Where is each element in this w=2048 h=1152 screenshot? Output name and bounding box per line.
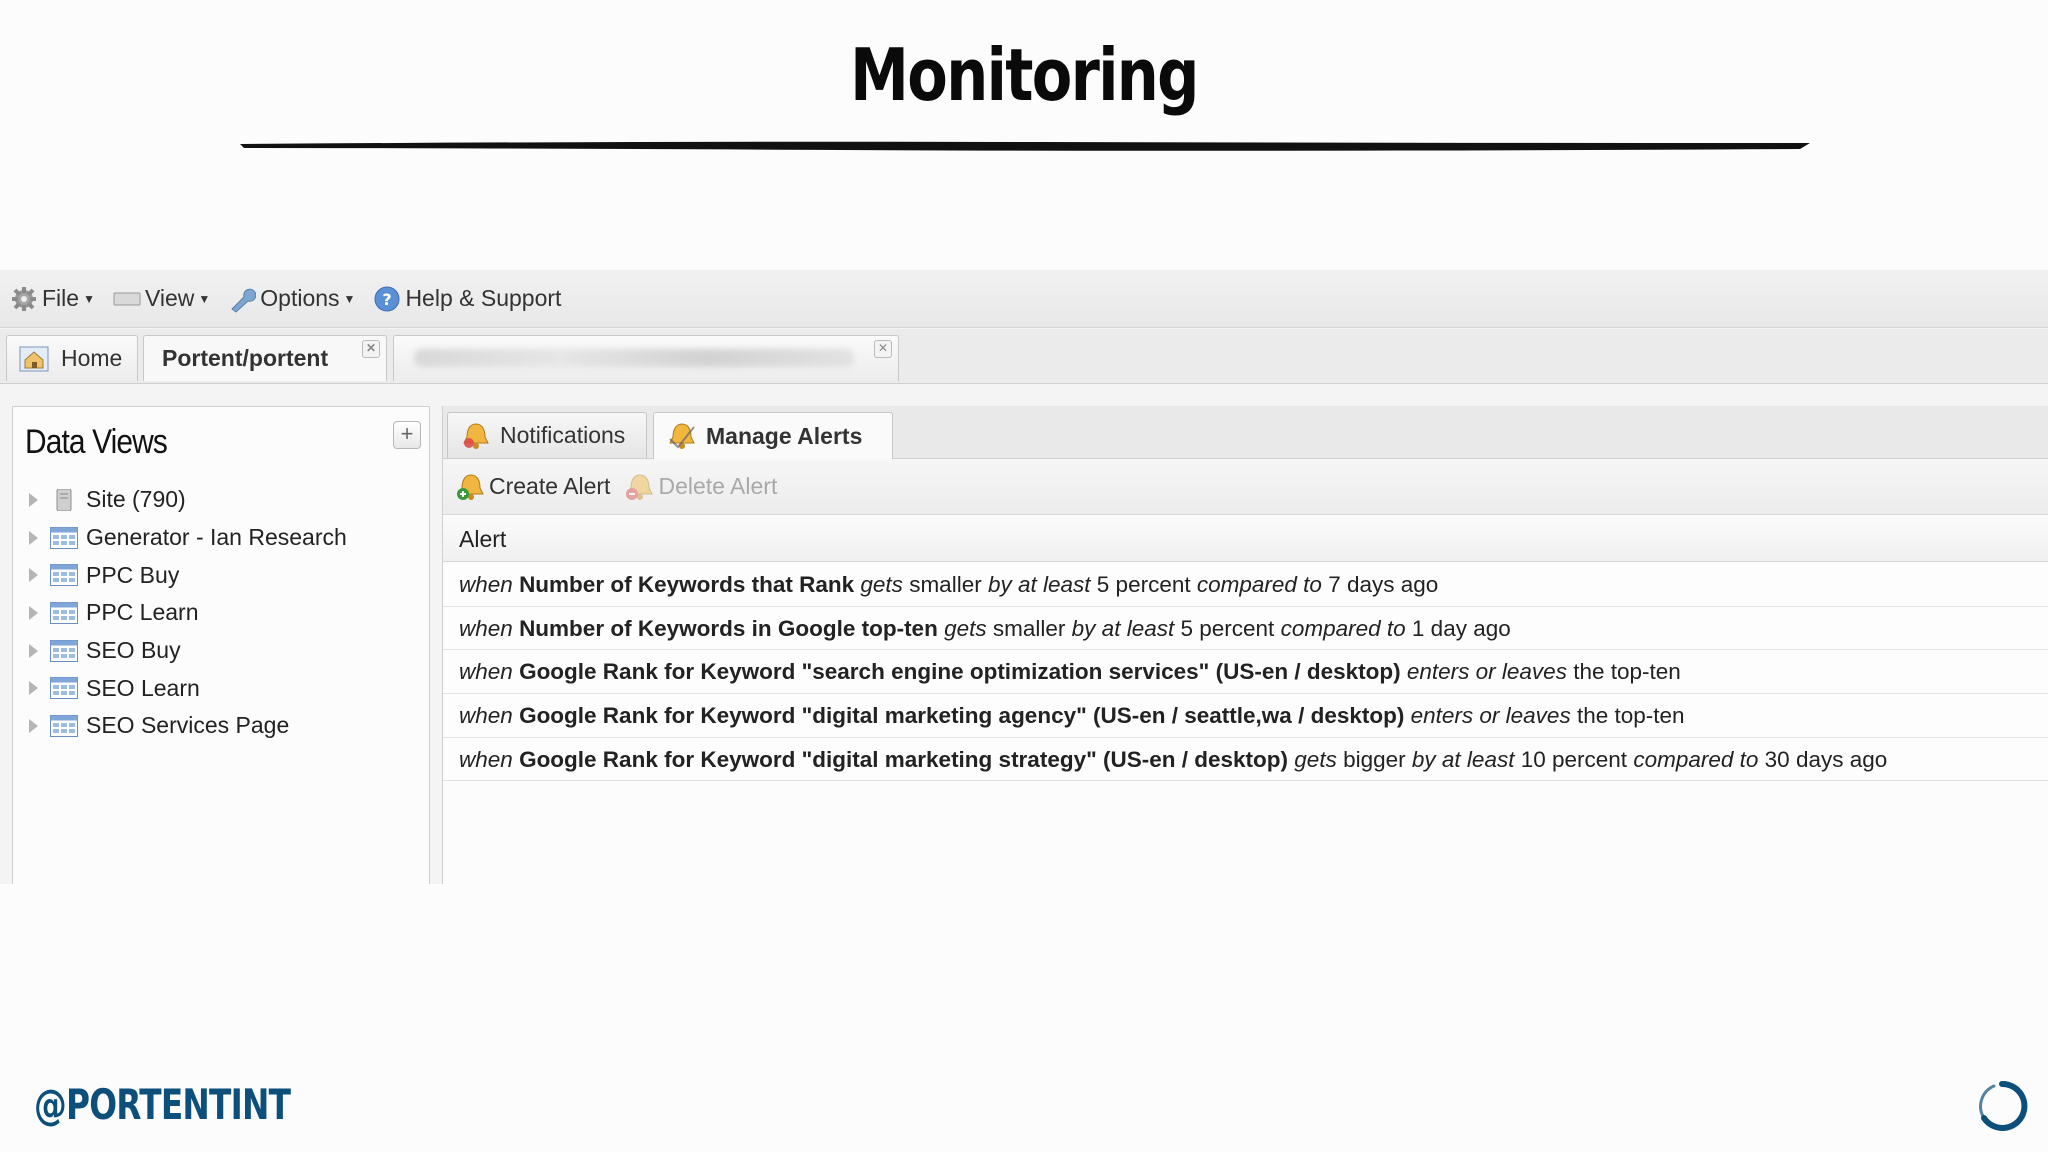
delete-alert-label: Delete Alert — [658, 473, 778, 499]
alert-change: smaller — [992, 615, 1066, 641]
chevron-down-icon: ▼ — [343, 291, 356, 306]
grid-icon — [50, 527, 78, 549]
alerts-panel — [442, 406, 2048, 884]
grid-icon — [50, 677, 78, 699]
alert-period: 7 days ago — [1328, 572, 1439, 597]
bell-add-icon — [455, 472, 487, 502]
alert-change: smaller — [909, 572, 982, 597]
tab-manage-alerts-label: Manage Alerts — [706, 423, 863, 449]
tree-item-label: SEO Buy — [86, 637, 181, 664]
tree-item-seo-services[interactable] — [27, 707, 347, 745]
wrench-icon — [228, 285, 256, 313]
tab-bar — [0, 329, 2048, 384]
alert-period: 30 days ago — [1764, 746, 1888, 772]
menu-help[interactable] — [373, 285, 561, 313]
alert-keyword: compared to — [1633, 746, 1759, 772]
tab-manage-alerts[interactable] — [653, 412, 893, 460]
alert-keyword: compared to — [1196, 572, 1322, 597]
chevron-down-icon: ▼ — [83, 291, 95, 306]
alert-keyword: when — [459, 572, 513, 597]
table-row[interactable] — [443, 563, 2048, 607]
close-icon[interactable]: ✕ — [874, 340, 892, 358]
chevron-down-icon: ▼ — [198, 291, 211, 306]
alert-column-header[interactable]: Alert — [443, 516, 2048, 562]
home-icon — [19, 346, 49, 372]
tab-home[interactable] — [6, 335, 138, 381]
alert-keyword: by at least — [1071, 615, 1175, 641]
alert-keyword: when — [459, 703, 513, 729]
alert-change: bigger — [1343, 746, 1406, 772]
menu-options[interactable] — [228, 285, 355, 313]
server-icon — [50, 489, 78, 511]
alert-keyword: gets — [944, 615, 987, 641]
add-data-view-button[interactable]: + — [393, 421, 421, 449]
tree-item-ppc-buy[interactable] — [27, 556, 347, 594]
alert-change: the top-ten — [1573, 659, 1681, 685]
expand-arrow-icon[interactable] — [29, 681, 38, 695]
table-row[interactable] — [443, 650, 2048, 694]
tab-notifications-label: Notifications — [500, 422, 626, 448]
menu-view-label: View — [144, 285, 195, 311]
alert-subject: Number of Keywords that Rank — [519, 572, 855, 597]
sidebar-title: Data Views — [25, 423, 167, 461]
alert-keyword: enters or leaves — [1410, 703, 1571, 729]
create-alert-label: Create Alert — [489, 473, 611, 499]
tree-item-label: PPC Buy — [86, 561, 180, 588]
tree-item-label: PPC Learn — [86, 599, 199, 626]
alert-change: the top-ten — [1576, 703, 1685, 729]
grid-icon — [50, 715, 78, 737]
alerts-subtabs — [443, 406, 2048, 459]
tab-notifications[interactable] — [447, 412, 647, 458]
alert-subject: Google Rank for Keyword "search engine optimization services" (US-en / desktop) — [519, 659, 1401, 685]
alert-period: 1 day ago — [1411, 615, 1511, 641]
alert-keyword: by at least — [987, 572, 1091, 597]
alert-keyword: when — [459, 615, 513, 641]
table-row[interactable] — [443, 607, 2048, 651]
alert-keyword: compared to — [1280, 615, 1406, 641]
grid-icon — [50, 602, 78, 624]
alert-amount: 5 percent — [1096, 572, 1191, 597]
alert-keyword: gets — [860, 572, 903, 597]
bell-delete-icon — [624, 472, 656, 502]
bell-icon — [666, 421, 698, 451]
expand-arrow-icon[interactable] — [29, 568, 38, 582]
svg-text:?: ? — [382, 289, 393, 309]
tree-item-ppc-learn[interactable] — [27, 594, 347, 632]
data-views-panel — [12, 406, 430, 884]
menu-file[interactable] — [10, 285, 95, 313]
tab-portent[interactable] — [143, 335, 387, 381]
alerts-table — [443, 563, 2048, 781]
alert-subject: Google Rank for Keyword "digital marketing agency" (US-en / seattle,wa / desktop) — [519, 703, 1405, 729]
brush-underline — [240, 140, 1810, 152]
grid-icon — [50, 640, 78, 662]
delete-alert-button[interactable] — [624, 472, 777, 502]
menu-help-label: Help & Support — [405, 285, 562, 311]
tree-item-seo-buy[interactable] — [27, 632, 347, 670]
alert-keyword: when — [459, 746, 513, 772]
redacted-tab-label — [414, 349, 854, 367]
tab-redacted[interactable] — [393, 335, 899, 381]
portent-logo-icon — [1976, 1080, 2028, 1132]
menubar — [0, 270, 2048, 328]
expand-arrow-icon[interactable] — [29, 719, 38, 733]
twitter-handle: @PORTENTINT — [34, 1080, 291, 1129]
tree-item-site[interactable] — [27, 481, 347, 519]
expand-arrow-icon[interactable] — [29, 531, 38, 545]
table-row[interactable] — [443, 694, 2048, 738]
tree-item-label: Generator - Ian Research — [86, 524, 347, 551]
tree-item-seo-learn[interactable] — [27, 669, 347, 707]
alert-subject: Number of Keywords in Google top-ten — [519, 615, 938, 641]
alert-subject: Google Rank for Keyword "digital marketing strategy" (US-en / desktop) — [519, 746, 1289, 772]
create-alert-button[interactable] — [455, 472, 610, 502]
help-icon — [373, 285, 401, 313]
expand-arrow-icon[interactable] — [29, 606, 38, 620]
expand-arrow-icon[interactable] — [29, 493, 38, 507]
app-window — [0, 270, 2048, 884]
gear-icon — [10, 285, 38, 313]
monitor-icon — [113, 285, 141, 313]
close-icon[interactable]: ✕ — [362, 340, 380, 358]
tab-portent-label: Portent/portent — [162, 345, 329, 371]
tree-item-label: SEO Learn — [86, 674, 200, 701]
alert-keyword: gets — [1294, 746, 1337, 772]
tree-item-generator[interactable] — [27, 519, 347, 557]
alerts-toolbar — [443, 459, 2048, 515]
expand-arrow-icon[interactable] — [29, 644, 38, 658]
menu-options-label: Options — [260, 285, 340, 311]
alert-amount: 10 percent — [1520, 746, 1628, 772]
alert-keyword: by at least — [1411, 746, 1515, 772]
grid-icon — [50, 564, 78, 586]
alert-keyword: enters or leaves — [1406, 659, 1567, 685]
slide-title: Monitoring — [850, 33, 1198, 117]
tree-item-label: SEO Services Page — [86, 712, 290, 739]
bell-icon — [460, 421, 492, 451]
menu-view[interactable] — [113, 285, 210, 313]
menu-file-label: File — [42, 285, 80, 311]
table-row[interactable] — [443, 738, 2048, 782]
alert-keyword: when — [459, 659, 513, 685]
alert-amount: 5 percent — [1180, 615, 1275, 641]
data-views-tree — [27, 481, 347, 745]
tab-home-label: Home — [61, 345, 123, 371]
tree-item-label: Site (790) — [86, 486, 186, 513]
